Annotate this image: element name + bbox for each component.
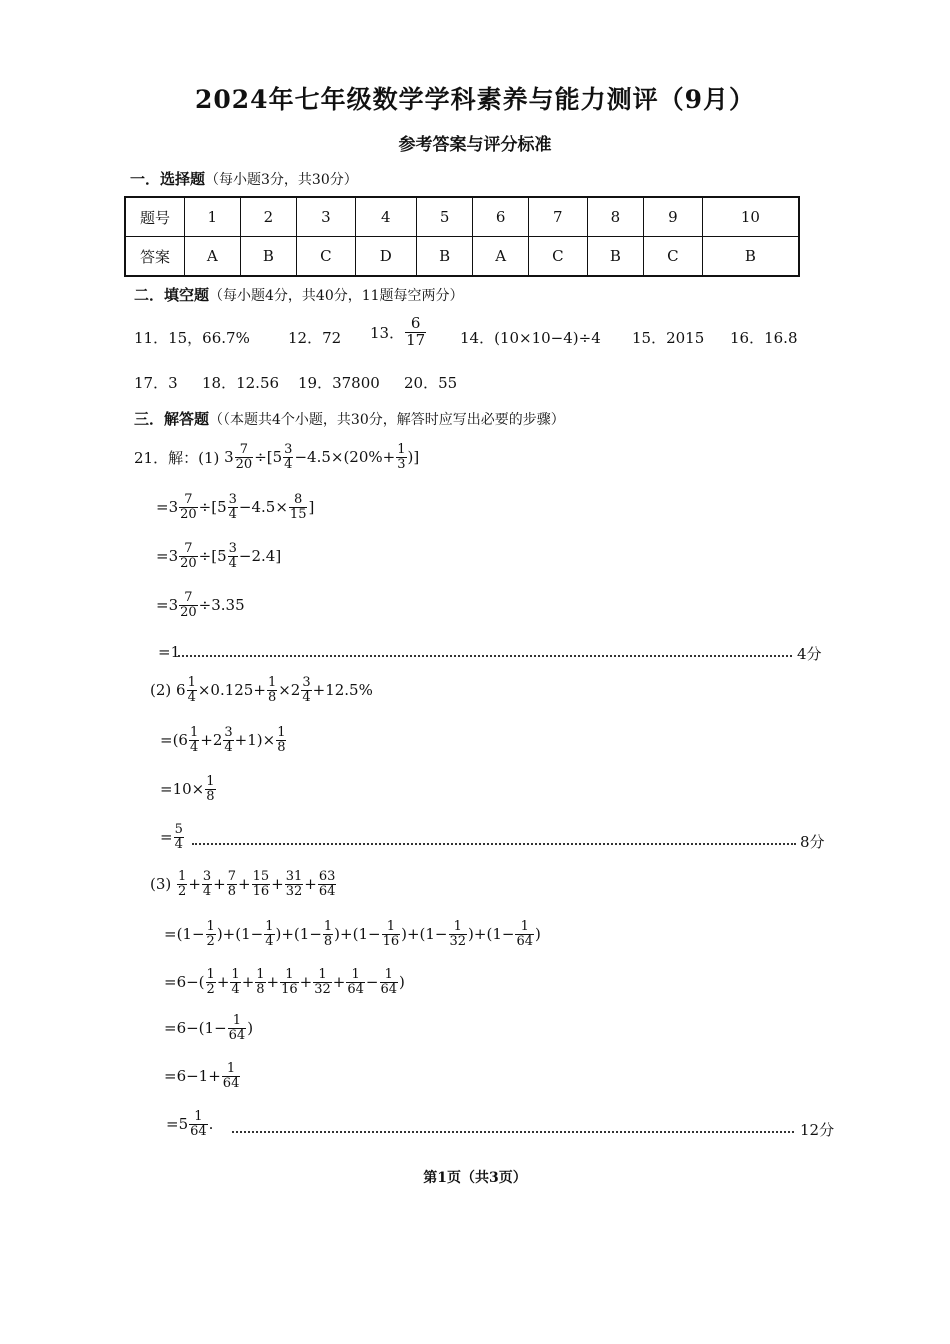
table-cell: 2 <box>240 197 296 237</box>
answer-table <box>124 196 800 277</box>
table-cell: B <box>240 237 296 277</box>
q21-result-2: = $\frac{5}{4}$ <box>160 822 183 852</box>
table-cell: 6 <box>473 197 529 237</box>
table-cell: 8 <box>587 197 643 237</box>
q21-step: =3 $\frac{7}{20}$ ÷3.35 <box>156 590 245 620</box>
q21-part3-expression: (3) $\frac{1}{2}$ + $\frac{3}{4}$ + $\frac{7}{8}$ + $\frac{15}{16}$ + $\frac{31}{32}$ + $\frac{63}{64}$ <box>150 869 336 899</box>
q21-step: =3 $\frac{7}{20}$ ÷[5 $\frac{3}{4}$ −2.4] <box>156 541 282 571</box>
fraction-numerator: 6 <box>405 316 426 333</box>
fill-q11: 11．15，66.7% <box>134 329 250 347</box>
step-text: =10× <box>160 780 205 799</box>
table-cell: B <box>702 237 799 277</box>
table-cell: A <box>185 237 241 277</box>
q21-step: =6−(1− $\frac{1}{64}$ ) <box>164 1013 254 1043</box>
q21-result-3: =5 $\frac{1}{64}$ . <box>166 1109 214 1139</box>
table-cell: 7 <box>529 197 588 237</box>
table-cell: C <box>529 237 588 277</box>
section-1-note: （每小题3分，共30分） <box>205 172 358 188</box>
q21-label: 21．解：(1) <box>134 448 220 467</box>
table-cell: 1 <box>185 197 241 237</box>
section-3-heading <box>134 408 565 429</box>
q21-result-1: =1 <box>158 643 181 661</box>
q21-part1-expression: 21．解：(1) 3 $\frac{7}{20}$ ÷[5 $\frac{3}{4}$ −4.5×(20%+ $\frac{1}{3}$ )] <box>134 442 420 472</box>
q21-step: =6−( $\frac{1}{2}$ + $\frac{1}{4}$ + $\frac{1}{8}$ + $\frac{1}{16}$ + $\frac{1}{32}$ + $\frac{1}{64}$ − $\frac{1}{64}$ ) <box>164 967 405 997</box>
fill-q13 <box>370 316 427 349</box>
q21-step: =3 $\frac{7}{20}$ ÷[5 $\frac{3}{4}$ −4.5× $\frac{8}{15}$ ] <box>156 492 315 522</box>
table-row-answers <box>125 237 799 277</box>
fraction: $\frac{1}{3}$ <box>397 442 406 472</box>
fraction-denominator: 17 <box>406 330 426 349</box>
section-2-note: （每小题4分，共40分，11题每空两分） <box>209 288 464 304</box>
table-cell: A <box>473 237 529 277</box>
table-cell: 3 <box>297 197 356 237</box>
fill-q18: 18．12.56 <box>202 374 280 392</box>
section-3-note: （（本题共4个小题，共30分，解答时应写出必要的步骤） <box>209 412 565 428</box>
fraction: $\frac{7}{20}$ <box>235 442 253 472</box>
table-cell: C <box>297 237 356 277</box>
q21-part2-label: (2) <box>150 681 172 700</box>
fill-q12: 12．72 <box>288 329 342 347</box>
table-row-numbers <box>125 197 799 237</box>
fill-q15: 15．2015 <box>632 329 705 347</box>
table-cell: C <box>644 237 703 277</box>
score-label: 4分 <box>797 645 822 663</box>
section-2-title: 二．填空题 <box>134 286 210 304</box>
dotted-leader <box>178 655 792 657</box>
table-cell: B <box>587 237 643 277</box>
table-header-number: 题号 <box>125 197 185 237</box>
q21-step: =(6 $\frac{1}{4}$ +2 $\frac{3}{4}$ +1)× $\frac{1}{8}$ <box>160 725 286 755</box>
score-label: 12分 <box>800 1121 835 1139</box>
q21-part3-label: (3) <box>150 875 172 894</box>
fill-q17: 17．3 <box>134 374 178 392</box>
fill-q20: 20．55 <box>404 374 458 392</box>
page-title: 2024年七年级数学学科素养与能力测评（9月） <box>195 85 755 114</box>
table-cell: 10 <box>702 197 799 237</box>
fill-q13-fraction <box>405 316 426 349</box>
q21-step: =6−1+ $\frac{1}{64}$ <box>164 1061 240 1091</box>
q21-step: =(1− $\frac{1}{2}$ )+(1− $\frac{1}{4}$ )+(1− $\frac{1}{8}$ )+(1− $\frac{1}{16}$ )+(1− $\frac{1}{32}$ )+(1− $\frac{1}{64}$ ) <box>164 919 541 949</box>
table-cell: B <box>416 237 472 277</box>
page-footer: 第1页（共3页） <box>423 1170 527 1186</box>
section-2-heading <box>134 284 464 305</box>
table-cell: 9 <box>644 197 703 237</box>
q21-part2-expression: (2) 6 $\frac{1}{4}$ ×0.125+ $\frac{1}{8}$ ×2 $\frac{3}{4}$ +12.5% <box>150 675 373 705</box>
q21-step: =10× $\frac{1}{8}$ <box>160 774 215 804</box>
fraction: $\frac{3}{4}$ <box>284 442 293 472</box>
fill-q19: 19．37800 <box>298 374 380 392</box>
table-cell: 5 <box>416 197 472 237</box>
table-cell: 4 <box>355 197 416 237</box>
fill-q13-label: 13． <box>370 323 405 342</box>
score-label: 8分 <box>800 833 825 851</box>
fill-q14: 14．(10×10−4)÷4 <box>460 329 601 347</box>
section-1-heading <box>130 168 358 189</box>
dotted-leader <box>192 843 796 845</box>
table-cell: D <box>355 237 416 277</box>
fill-q16: 16．16.8 <box>730 329 798 347</box>
table-header-answer: 答案 <box>125 237 185 277</box>
section-1-title: 一．选择题 <box>130 170 206 188</box>
page-subtitle: 参考答案与评分标准 <box>398 135 552 155</box>
dotted-leader <box>232 1131 794 1133</box>
section-3-title: 三．解答题 <box>134 410 210 428</box>
